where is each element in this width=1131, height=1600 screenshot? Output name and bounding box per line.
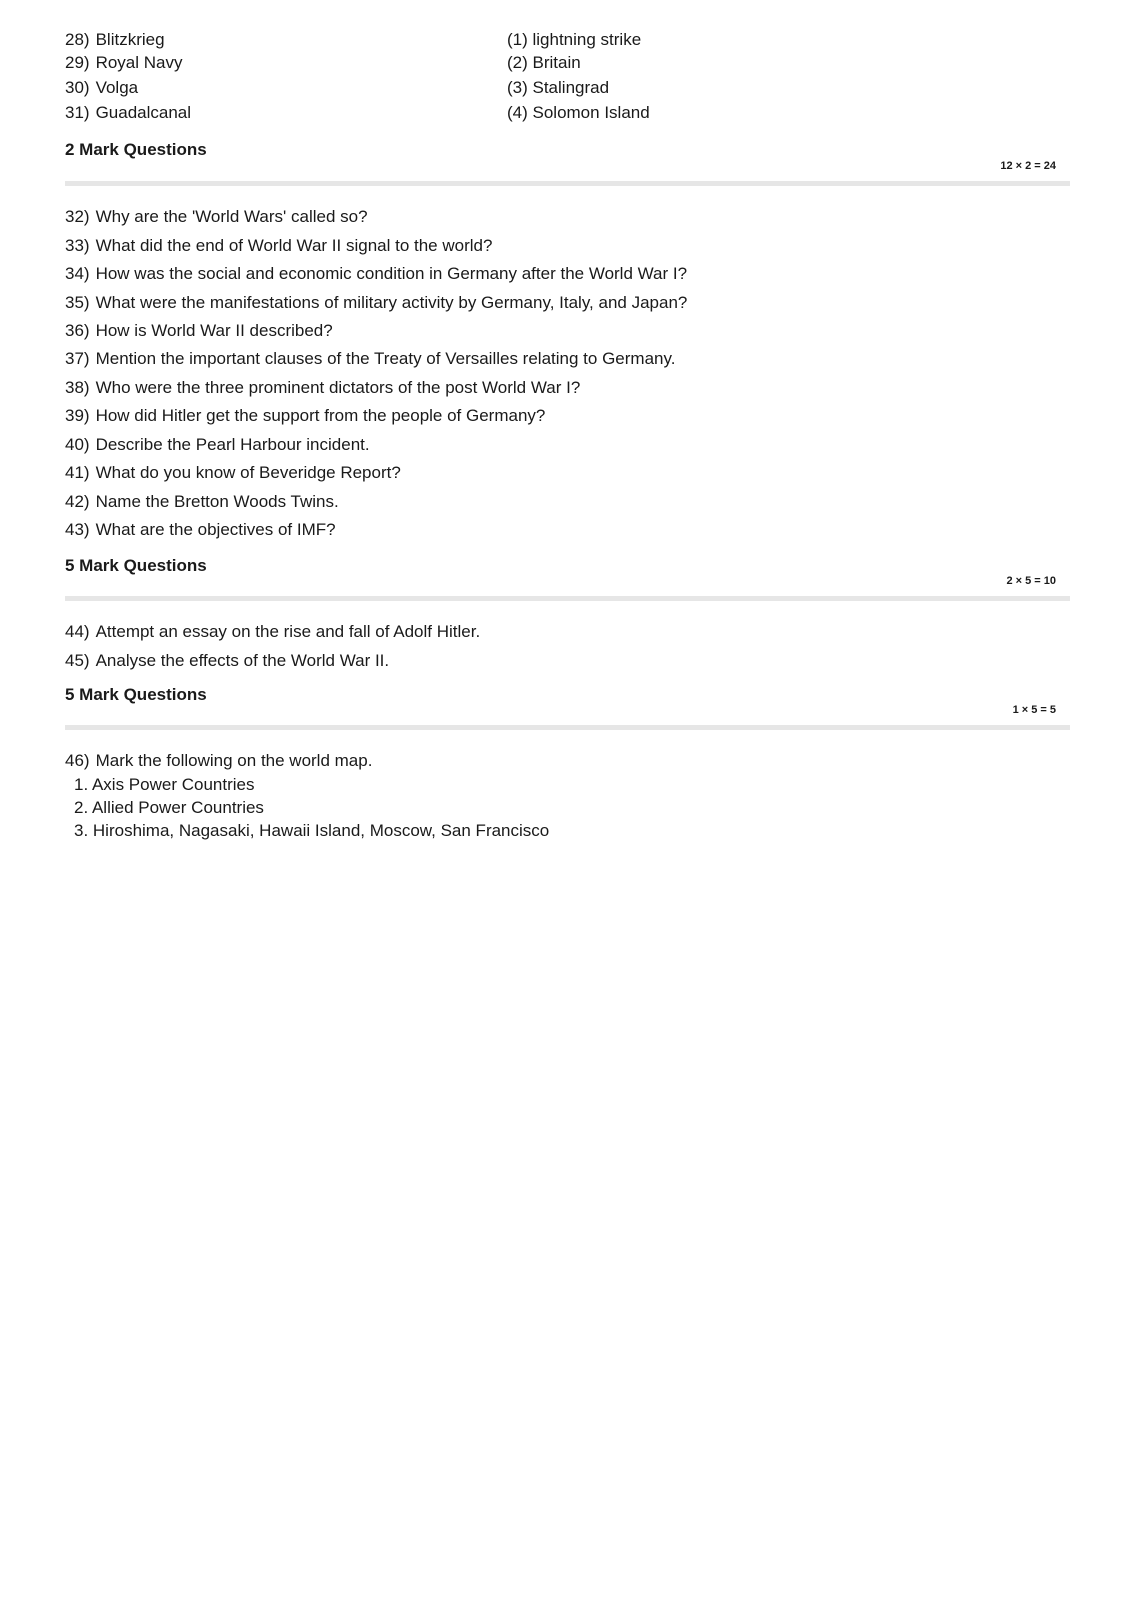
question-number: 45) (65, 651, 90, 670)
question-number: 32) (65, 207, 90, 226)
question-item (65, 404, 545, 428)
question-number: 28) (65, 30, 90, 49)
match-answer: (2) Britain (507, 53, 581, 72)
question-number: 43) (65, 520, 90, 539)
match-row (65, 28, 1065, 52)
question-item (65, 205, 368, 229)
question-text: What did the end of World War II signal to the world? (95, 236, 493, 255)
match-row (65, 101, 1065, 125)
match-answer: (4) Solomon Island (507, 103, 650, 122)
question-number: 44) (65, 622, 90, 641)
section-divider (65, 181, 1070, 186)
question-text: What do you know of Beveridge Report? (95, 463, 401, 482)
question-number: 34) (65, 264, 90, 283)
section-title: 5 Mark Questions (65, 685, 207, 704)
question-item (65, 620, 480, 644)
question-text: How was the social and economic condition in Germany after the World War I? (95, 264, 688, 283)
question-text: What are the objectives of IMF? (95, 520, 336, 539)
match-left-item (65, 28, 165, 52)
section-title: 2 Mark Questions (65, 140, 207, 159)
question-number: 42) (65, 492, 90, 511)
match-left-item (65, 76, 138, 100)
question-number: 30) (65, 78, 90, 97)
question-number: 38) (65, 378, 90, 397)
question-number: 31) (65, 103, 90, 122)
question-number: 35) (65, 293, 90, 312)
question-item (65, 319, 333, 343)
question-text: How did Hitler get the support from the people of Germany? (95, 406, 546, 425)
question-item (65, 433, 370, 457)
section-divider (65, 725, 1070, 730)
match-row (65, 51, 1065, 75)
question-item (65, 749, 372, 773)
question-number: 37) (65, 349, 90, 368)
map-sub-item: 3. Hiroshima, Nagasaki, Hawaii Island, Moscow, San Francisco (74, 821, 550, 840)
marks-formula: 1 × 5 = 5 (1012, 704, 1056, 716)
match-term: Volga (95, 78, 139, 97)
question-text: Attempt an essay on the rise and fall of Adolf Hitler. (95, 622, 481, 641)
question-number: 36) (65, 321, 90, 340)
match-answer: (1) lightning strike (507, 30, 642, 49)
map-sub-item: 2. Allied Power Countries (74, 798, 264, 817)
match-left-item (65, 101, 191, 125)
match-term: Blitzkrieg (95, 30, 165, 49)
question-item (65, 461, 401, 485)
question-item (65, 490, 339, 514)
match-answer: (3) Stalingrad (507, 78, 610, 97)
match-row (65, 76, 1065, 100)
section-divider (65, 596, 1070, 601)
question-text: Name the Bretton Woods Twins. (95, 492, 339, 511)
question-number: 39) (65, 406, 90, 425)
match-term: Royal Navy (95, 53, 183, 72)
match-term: Guadalcanal (95, 103, 192, 122)
question-number: 33) (65, 236, 90, 255)
question-text: Mark the following on the world map. (95, 751, 373, 770)
question-text: Mention the important clauses of the Treaty of Versailles relating to Germany. (95, 349, 676, 368)
marks-formula: 2 × 5 = 10 (1006, 575, 1056, 587)
section-title: 5 Mark Questions (65, 556, 207, 575)
question-number: 46) (65, 751, 90, 770)
question-item (65, 262, 687, 286)
question-item (65, 518, 336, 542)
question-text: Describe the Pearl Harbour incident. (95, 435, 370, 454)
question-number: 40) (65, 435, 90, 454)
question-item (65, 376, 580, 400)
question-text: What were the manifestations of military activity by Germany, Italy, and Japan? (95, 293, 688, 312)
question-item (65, 649, 389, 673)
question-number: 41) (65, 463, 90, 482)
match-left-item (65, 51, 183, 75)
question-item (65, 347, 675, 371)
question-number: 29) (65, 53, 90, 72)
map-sub-item: 1. Axis Power Countries (74, 775, 255, 794)
marks-formula: 12 × 2 = 24 (1000, 160, 1056, 172)
question-text: Why are the 'World Wars' called so? (95, 207, 368, 226)
question-item (65, 291, 687, 315)
question-text: Who were the three prominent dictators of the post World War I? (95, 378, 581, 397)
question-text: Analyse the effects of the World War II. (95, 651, 390, 670)
question-text: How is World War II described? (95, 321, 333, 340)
question-item (65, 234, 492, 258)
